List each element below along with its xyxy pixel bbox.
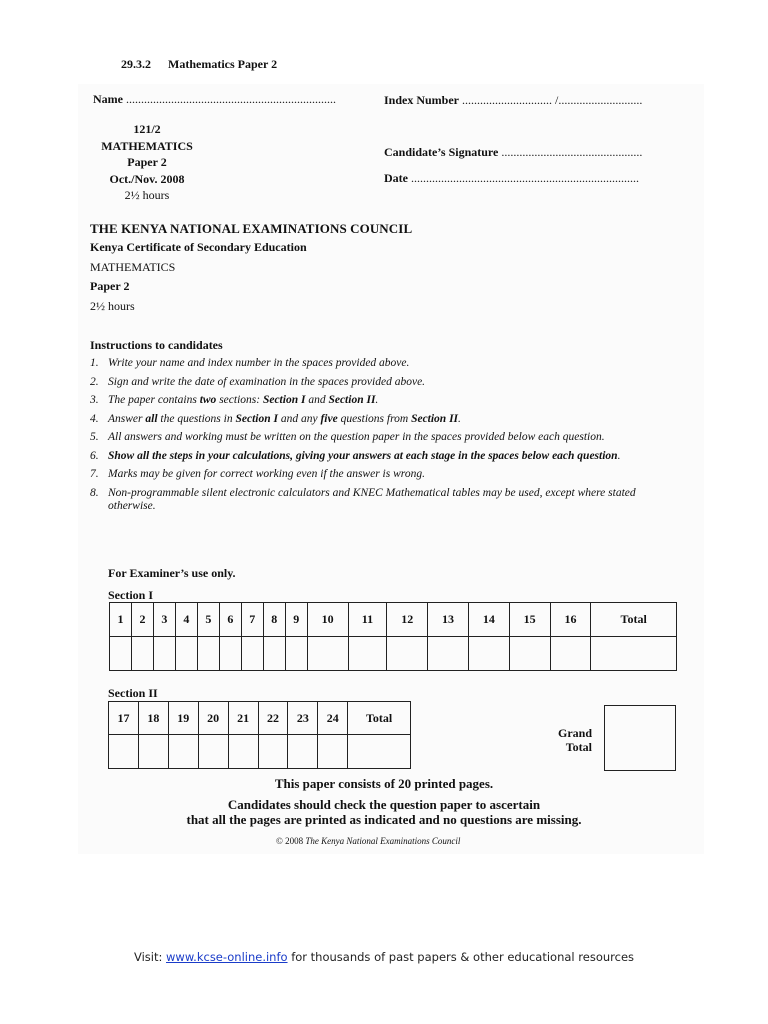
section-2-score-cell-23[interactable] [288, 735, 318, 769]
instruction-item [90, 413, 660, 426]
paper-code: 121/2 [133, 122, 161, 136]
footer [0, 950, 768, 964]
section-1-score-cell-15[interactable] [509, 637, 550, 671]
section-1-score-cell-11[interactable] [348, 637, 387, 671]
section-2-header-18: 18 [138, 702, 168, 735]
instruction-text: Sign and write the date of examination in the spaces provided above. [108, 375, 426, 388]
instruction-number: 8. [90, 486, 99, 499]
section-1-score-cell-5[interactable] [197, 637, 219, 671]
section-2-label: Section II [108, 686, 158, 700]
signature-dots: ............................................... [501, 145, 643, 159]
date-label: Date [384, 171, 408, 185]
instruction-text: Answer all the questions in Section I and any five questions from Section II. [108, 412, 461, 425]
section-1-score-cell-9[interactable] [285, 637, 307, 671]
instructions-title: Instructions to candidates [90, 338, 223, 352]
instruction-number: 1. [90, 357, 99, 369]
section-1-score-cell-6[interactable] [219, 637, 241, 671]
section-1-header-12: 12 [387, 603, 428, 637]
footer-prefix: Visit: [133, 950, 163, 964]
section-1-header-4: 4 [175, 603, 197, 637]
instruction-item [90, 468, 660, 481]
section-2-header-23: 23 [288, 702, 318, 735]
instruction-item [90, 376, 660, 389]
index-number-dots: .............................. /............................ [462, 93, 643, 107]
section-2-score-cell-19[interactable] [168, 735, 198, 769]
section-1-header-8: 8 [263, 603, 285, 637]
paper-duration: 2½ hours [124, 188, 170, 202]
footer-suffix: for thousands of past papers & other educational resources [291, 950, 635, 964]
section-2-header-total: Total [348, 702, 411, 735]
section-1-header-7: 7 [241, 603, 263, 637]
section-1-header-15: 15 [509, 603, 550, 637]
section-1-score-cell-3[interactable] [153, 637, 175, 671]
section-2-header-19: 19 [168, 702, 198, 735]
section-1-score-cell-8[interactable] [263, 637, 285, 671]
section-1-score-cell-12[interactable] [387, 637, 428, 671]
section-2-score-cell-20[interactable] [198, 735, 228, 769]
signature-field[interactable] [384, 145, 642, 160]
instruction-text: Marks may be given for correct working even if the answer is wrong. [108, 468, 425, 480]
paper-subject: MATHEMATICS [101, 138, 193, 153]
section-1-header-3: 3 [153, 603, 175, 637]
instruction-number: 2. [90, 375, 99, 388]
instruction-number: 7. [90, 468, 99, 480]
section-1-header-6: 6 [219, 603, 241, 637]
section-2-score-cell-21[interactable] [228, 735, 258, 769]
instruction-text: Non-programmable silent electronic calculators and KNEC Mathematical tables may be used, except where stated otherwise. [108, 486, 636, 512]
section-1-score-cell-14[interactable] [468, 637, 509, 671]
council-name: THE KENYA NATIONAL EXAMINATIONS COUNCIL [90, 221, 413, 236]
date-field[interactable] [384, 171, 639, 186]
section-2-header-17: 17 [109, 702, 139, 735]
section-1-score-cell-7[interactable] [241, 637, 263, 671]
instruction-item [90, 487, 660, 513]
page-check-line-2: that all the pages are printed as indicated and no questions are missing. [186, 812, 582, 827]
section-2-header-21: 21 [228, 702, 258, 735]
section-1-score-cell-total[interactable] [591, 637, 677, 671]
page-check-note [78, 797, 690, 827]
copyright-notice [276, 836, 460, 846]
section-1-header-9: 9 [285, 603, 307, 637]
instruction-number: 6. [90, 449, 99, 462]
section-1-header-total: Total [591, 603, 677, 637]
section-2-header-20: 20 [198, 702, 228, 735]
subject-name: MATHEMATICS [90, 260, 176, 274]
date-dots: ............................................................................ [411, 171, 639, 185]
paper-number: Paper 2 [127, 155, 167, 169]
section-2-score-cell-total[interactable] [348, 735, 411, 769]
section-1-score-cell-1[interactable] [110, 637, 132, 671]
signature-label: Candidate’s Signature [384, 145, 499, 159]
section-2-score-cell-18[interactable] [138, 735, 168, 769]
paper-session: Oct./Nov. 2008 [109, 171, 185, 186]
name-field[interactable] [93, 92, 336, 107]
instruction-text: The paper contains two sections: Section I and Section II. [108, 394, 379, 406]
section-2-score-cell-22[interactable] [258, 735, 288, 769]
section-1-score-cell-13[interactable] [428, 637, 469, 671]
paper-code-block [92, 121, 202, 204]
index-number-field[interactable] [384, 93, 642, 108]
section-1-header-2: 2 [131, 603, 153, 637]
copyright-org: The Kenya National Examinations Council [305, 836, 461, 846]
paper-name: Paper 2 [90, 279, 130, 293]
instruction-item [90, 394, 660, 407]
section-1-header-16: 16 [550, 603, 591, 637]
copyright-prefix: © 2008 [276, 836, 304, 846]
header-code: 29.3.2 [121, 57, 151, 71]
instructions-list [90, 357, 660, 518]
section-1-score-cell-4[interactable] [175, 637, 197, 671]
name-label: Name [93, 92, 123, 106]
section-1-header-10: 10 [307, 603, 348, 637]
section-2-header-24: 24 [318, 702, 348, 735]
footer-link[interactable]: www.kcse-online.info [166, 950, 288, 964]
instruction-text: All answers and working must be written on the question paper in the spaces provided below each question. [108, 431, 605, 443]
section-1-header-11: 11 [348, 603, 387, 637]
instruction-text: Show all the steps in your calculations, giving your answers at each stage in the spaces below each question. [108, 449, 621, 462]
instruction-item [90, 431, 660, 444]
section-1-score-cell-16[interactable] [550, 637, 591, 671]
grand-total-label [552, 726, 592, 754]
section-1-score-table [109, 602, 677, 671]
name-dots: ...................................................................... [126, 92, 336, 106]
document-header [121, 57, 277, 72]
instruction-text: Write your name and index number in the spaces provided above. [108, 357, 410, 369]
instruction-number: 3. [90, 394, 99, 406]
section-2-score-table [108, 701, 411, 769]
section-1-score-cell-10[interactable] [307, 637, 348, 671]
page-check-line-1: Candidates should check the question paper to ascertain [227, 797, 541, 812]
instruction-item [90, 357, 660, 370]
section-1-label: Section I [108, 588, 153, 602]
page-count-note: This paper consists of 20 printed pages. [274, 776, 494, 791]
index-number-label: Index Number [384, 93, 460, 107]
header-title: Mathematics Paper 2 [168, 57, 278, 71]
section-1-header-14: 14 [468, 603, 509, 637]
certificate-name: Kenya Certificate of Secondary Education [90, 240, 307, 254]
section-1-header-13: 13 [428, 603, 469, 637]
section-2-header-22: 22 [258, 702, 288, 735]
examiner-use-title: For Examiner’s use only. [108, 566, 236, 580]
section-2-score-cell-24[interactable] [318, 735, 348, 769]
instruction-item [90, 450, 660, 463]
section-1-score-cell-2[interactable] [131, 637, 153, 671]
instruction-number: 5. [90, 431, 99, 443]
section-1-header-5: 5 [197, 603, 219, 637]
instruction-number: 4. [90, 412, 99, 425]
section-2-score-cell-17[interactable] [109, 735, 139, 769]
exam-duration: 2½ hours [90, 299, 135, 313]
grand-total-box[interactable] [604, 705, 676, 771]
grand-total-line-2: Total [565, 740, 592, 754]
section-1-header-1: 1 [110, 603, 132, 637]
grand-total-line-1: Grand [557, 726, 592, 740]
